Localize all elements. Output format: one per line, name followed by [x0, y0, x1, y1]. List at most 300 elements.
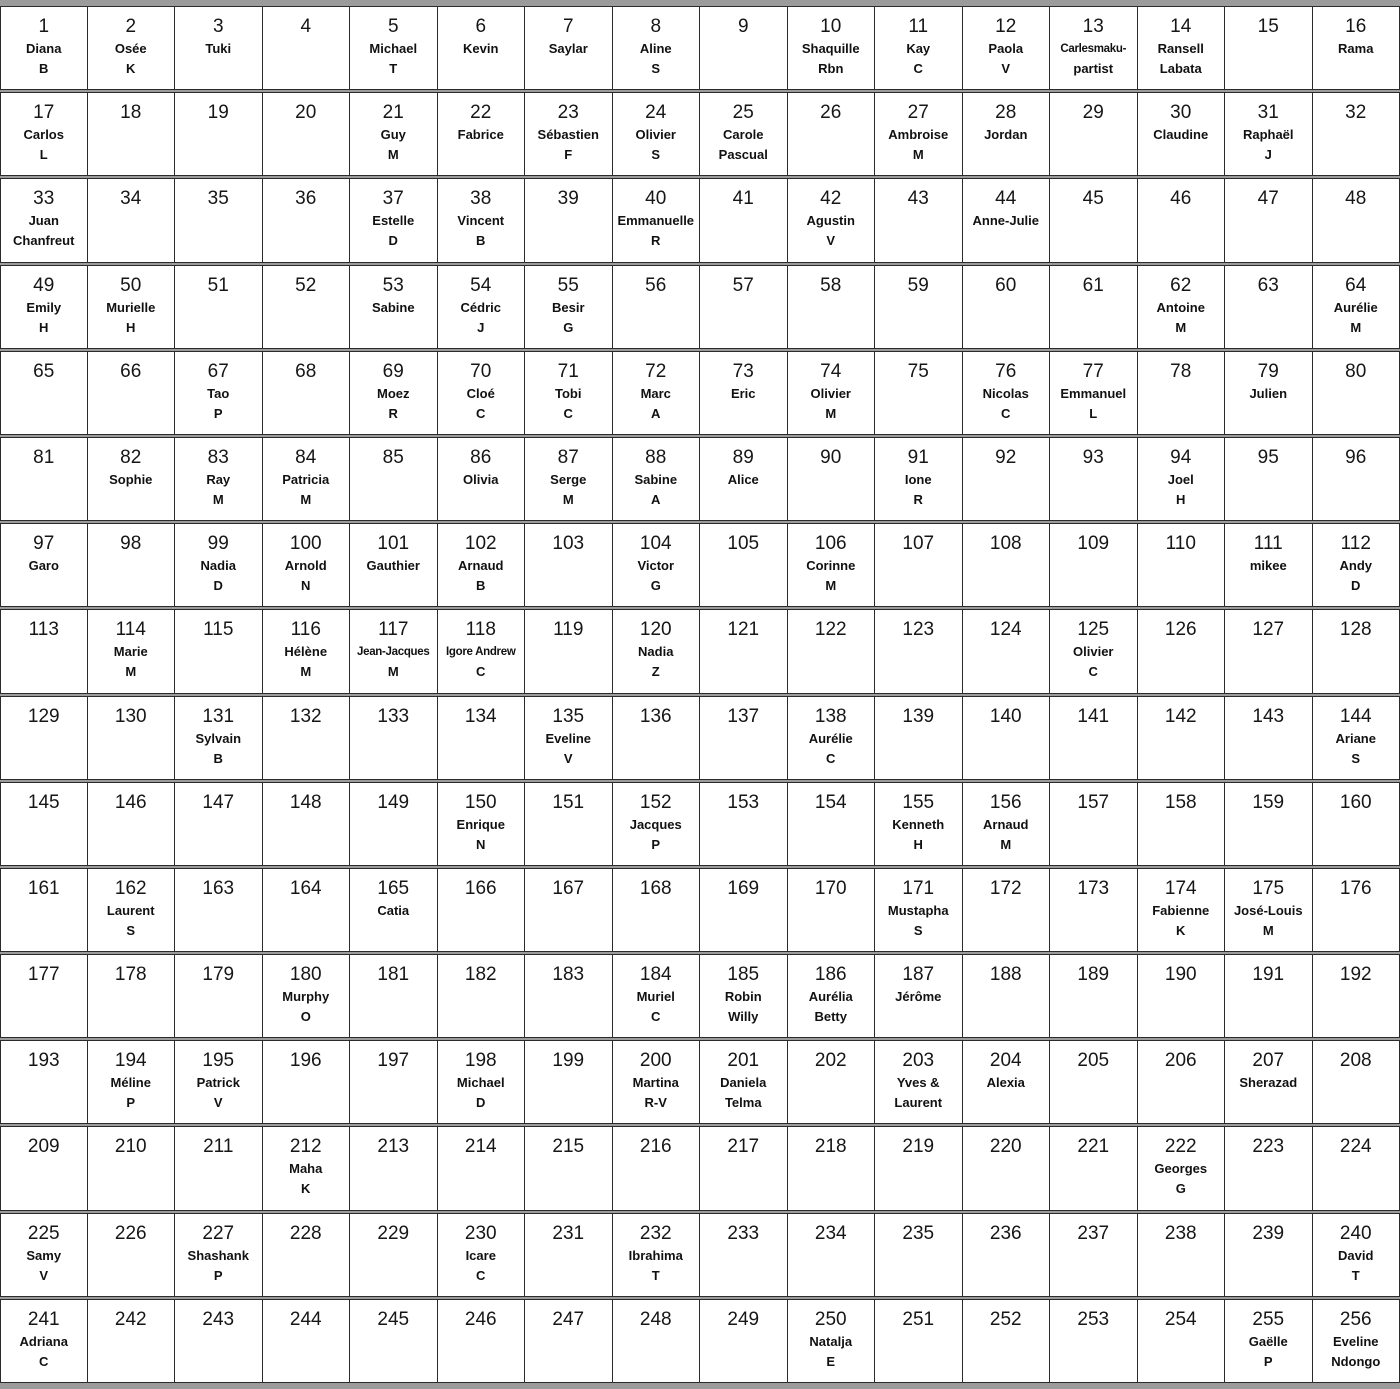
- grid-cell-94[interactable]: [1138, 438, 1226, 520]
- grid-cell-210[interactable]: [88, 1127, 176, 1209]
- cell-name-line: D: [476, 1095, 486, 1111]
- grid-cell-30[interactable]: [1138, 93, 1226, 175]
- grid-cell-229[interactable]: [350, 1214, 438, 1296]
- grid-cell-60[interactable]: [963, 266, 1051, 348]
- grid-cell-87[interactable]: [525, 438, 613, 520]
- grid-cell-157[interactable]: [1050, 783, 1138, 865]
- grid-cell-206[interactable]: [1138, 1041, 1226, 1123]
- grid-cell-145[interactable]: [0, 783, 88, 865]
- grid-cell-197[interactable]: [350, 1041, 438, 1123]
- grid-cell-195[interactable]: [175, 1041, 263, 1123]
- grid-cell-169[interactable]: [700, 869, 788, 951]
- cell-number: 31: [1257, 102, 1279, 124]
- grid-cell-236[interactable]: [963, 1214, 1051, 1296]
- grid-cell-203[interactable]: [875, 1041, 963, 1123]
- grid-cell-179[interactable]: [175, 955, 263, 1037]
- grid-cell-64[interactable]: [1313, 266, 1400, 348]
- cell-name-line: M: [300, 664, 312, 680]
- grid-cell-67[interactable]: [175, 352, 263, 434]
- grid-cell-175[interactable]: [1225, 869, 1313, 951]
- grid-cell-247[interactable]: [525, 1300, 613, 1382]
- grid-cell-73[interactable]: [700, 352, 788, 434]
- grid-cell-231[interactable]: [525, 1214, 613, 1296]
- grid-cell-143[interactable]: [1225, 697, 1313, 779]
- grid-cell-226[interactable]: [88, 1214, 176, 1296]
- grid-cell-208[interactable]: [1313, 1041, 1400, 1123]
- grid-cell-170[interactable]: [788, 869, 876, 951]
- grid-cell-17[interactable]: [0, 93, 88, 175]
- grid-cell-252[interactable]: [963, 1300, 1051, 1382]
- grid-cell-256[interactable]: [1313, 1300, 1400, 1382]
- grid-cell-139[interactable]: [875, 697, 963, 779]
- cell-number: 184: [639, 964, 672, 986]
- cell-name-line: Carlos: [23, 127, 64, 143]
- grid-cell-126[interactable]: [1138, 610, 1226, 692]
- grid-cell-171[interactable]: [875, 869, 963, 951]
- grid-cell-96[interactable]: [1313, 438, 1400, 520]
- grid-cell-205[interactable]: [1050, 1041, 1138, 1123]
- grid-cell-224[interactable]: [1313, 1127, 1400, 1209]
- grid-cell-122[interactable]: [788, 610, 876, 692]
- grid-cell-237[interactable]: [1050, 1214, 1138, 1296]
- grid-cell-20[interactable]: [263, 93, 351, 175]
- cell-name-line: G: [650, 578, 661, 594]
- grid-cell-214[interactable]: [438, 1127, 526, 1209]
- grid-cell-118[interactable]: [438, 610, 526, 692]
- cell-number: 149: [377, 791, 410, 813]
- grid-cell-204[interactable]: [963, 1041, 1051, 1123]
- grid-cell-74[interactable]: [788, 352, 876, 434]
- grid-cell-251[interactable]: [875, 1300, 963, 1382]
- grid-cell-185[interactable]: [700, 955, 788, 1037]
- grid-cell-125[interactable]: [1050, 610, 1138, 692]
- grid-cell-181[interactable]: [350, 955, 438, 1037]
- grid-cell-235[interactable]: [875, 1214, 963, 1296]
- grid-cell-186[interactable]: [788, 955, 876, 1037]
- grid-cell-62[interactable]: [1138, 266, 1226, 348]
- grid-cell-29[interactable]: [1050, 93, 1138, 175]
- grid-cell-83[interactable]: [175, 438, 263, 520]
- grid-cell-133[interactable]: [350, 697, 438, 779]
- grid-cell-82[interactable]: [88, 438, 176, 520]
- grid-cell-86[interactable]: [438, 438, 526, 520]
- grid-cell-97[interactable]: [0, 524, 88, 606]
- grid-cell-105[interactable]: [700, 524, 788, 606]
- grid-cell-42[interactable]: [788, 179, 876, 261]
- grid-cell-248[interactable]: [613, 1300, 701, 1382]
- grid-cell-19[interactable]: [175, 93, 263, 175]
- grid-cell-202[interactable]: [788, 1041, 876, 1123]
- grid-cell-198[interactable]: [438, 1041, 526, 1123]
- grid-cell-119[interactable]: [525, 610, 613, 692]
- grid-cell-240[interactable]: [1313, 1214, 1400, 1296]
- grid-cell-173[interactable]: [1050, 869, 1138, 951]
- grid-cell-16[interactable]: [1313, 7, 1400, 89]
- grid-cell-199[interactable]: [525, 1041, 613, 1123]
- grid-cell-131[interactable]: [175, 697, 263, 779]
- grid-cell-71[interactable]: [525, 352, 613, 434]
- grid-cell-80[interactable]: [1313, 352, 1400, 434]
- grid-cell-162[interactable]: [88, 869, 176, 951]
- grid-cell-14[interactable]: [1138, 7, 1226, 89]
- grid-cell-176[interactable]: [1313, 869, 1400, 951]
- grid-cell-121[interactable]: [700, 610, 788, 692]
- cell-number: 33: [33, 188, 55, 210]
- cell-number: 97: [33, 533, 55, 555]
- grid-cell-165[interactable]: [350, 869, 438, 951]
- grid-cell-178[interactable]: [88, 955, 176, 1037]
- grid-cell-28[interactable]: [963, 93, 1051, 175]
- grid-cell-53[interactable]: [350, 266, 438, 348]
- grid-cell-1[interactable]: [0, 7, 88, 89]
- grid-cell-63[interactable]: [1225, 266, 1313, 348]
- grid-cell-45[interactable]: [1050, 179, 1138, 261]
- grid-cell-6[interactable]: [438, 7, 526, 89]
- grid-cell-22[interactable]: [438, 93, 526, 175]
- grid-cell-68[interactable]: [263, 352, 351, 434]
- grid-cell-4[interactable]: [263, 7, 351, 89]
- cell-name-line: Olivia: [463, 471, 499, 487]
- grid-cell-52[interactable]: [263, 266, 351, 348]
- grid-cell-2[interactable]: [88, 7, 176, 89]
- grid-cell-155[interactable]: [875, 783, 963, 865]
- grid-cell-128[interactable]: [1313, 610, 1400, 692]
- grid-cell-15[interactable]: [1225, 7, 1313, 89]
- grid-cell-255[interactable]: [1225, 1300, 1313, 1382]
- grid-cell-38[interactable]: [438, 179, 526, 261]
- grid-cell-159[interactable]: [1225, 783, 1313, 865]
- grid-cell-244[interactable]: [263, 1300, 351, 1382]
- cell-number: 3: [212, 16, 224, 37]
- grid-cell-232[interactable]: [613, 1214, 701, 1296]
- grid-cell-40[interactable]: [613, 179, 701, 261]
- grid-cell-234[interactable]: [788, 1214, 876, 1296]
- grid-cell-104[interactable]: [613, 524, 701, 606]
- grid-cell-99[interactable]: [175, 524, 263, 606]
- grid-cell-147[interactable]: [175, 783, 263, 865]
- grid-cell-233[interactable]: [700, 1214, 788, 1296]
- grid-cell-10[interactable]: [788, 7, 876, 89]
- grid-cell-69[interactable]: [350, 352, 438, 434]
- grid-cell-90[interactable]: [788, 438, 876, 520]
- grid-cell-44[interactable]: [963, 179, 1051, 261]
- grid-cell-150[interactable]: [438, 783, 526, 865]
- grid-cell-32[interactable]: [1313, 93, 1400, 175]
- cell-number: 120: [639, 619, 672, 641]
- grid-cell-108[interactable]: [963, 524, 1051, 606]
- grid-cell-212[interactable]: [263, 1127, 351, 1209]
- grid-cell-23[interactable]: [525, 93, 613, 175]
- cell-number: 205: [1077, 1050, 1110, 1072]
- grid-cell-142[interactable]: [1138, 697, 1226, 779]
- grid-cell-21[interactable]: [350, 93, 438, 175]
- grid-cell-59[interactable]: [875, 266, 963, 348]
- cell-name-line: C: [913, 61, 923, 76]
- cell-name-line: Murielle: [106, 299, 156, 315]
- cell-number: 242: [114, 1308, 147, 1330]
- grid-cell-26[interactable]: [788, 93, 876, 175]
- grid-cell-31[interactable]: [1225, 93, 1313, 175]
- grid-cell-39[interactable]: [525, 179, 613, 261]
- grid-cell-75[interactable]: [875, 352, 963, 434]
- grid-cell-243[interactable]: [175, 1300, 263, 1382]
- grid-cell-184[interactable]: [613, 955, 701, 1037]
- cell-number: 7: [562, 16, 574, 37]
- grid-cell-78[interactable]: [1138, 352, 1226, 434]
- grid-cell-55[interactable]: [525, 266, 613, 348]
- grid-cell-140[interactable]: [963, 697, 1051, 779]
- grid-cell-102[interactable]: [438, 524, 526, 606]
- grid-cell-13[interactable]: [1050, 7, 1138, 89]
- grid-cell-127[interactable]: [1225, 610, 1313, 692]
- grid-cell-216[interactable]: [613, 1127, 701, 1209]
- grid-cell-201[interactable]: [700, 1041, 788, 1123]
- grid-cell-120[interactable]: [613, 610, 701, 692]
- grid-cell-76[interactable]: [963, 352, 1051, 434]
- grid-cell-239[interactable]: [1225, 1214, 1313, 1296]
- cell-number: 23: [557, 102, 579, 124]
- grid-cell-88[interactable]: [613, 438, 701, 520]
- grid-cell-135[interactable]: [525, 697, 613, 779]
- grid-cell-168[interactable]: [613, 869, 701, 951]
- grid-cell-254[interactable]: [1138, 1300, 1226, 1382]
- grid-cell-213[interactable]: [350, 1127, 438, 1209]
- grid-cell-114[interactable]: [88, 610, 176, 692]
- cell-number: 232: [639, 1222, 672, 1244]
- grid-cell-18[interactable]: [88, 93, 176, 175]
- grid-cell-200[interactable]: [613, 1041, 701, 1123]
- grid-cell-109[interactable]: [1050, 524, 1138, 606]
- grid-cell-223[interactable]: [1225, 1127, 1313, 1209]
- grid-cell-138[interactable]: [788, 697, 876, 779]
- grid-cell-9[interactable]: [700, 7, 788, 89]
- grid-cell-209[interactable]: [0, 1127, 88, 1209]
- cell-number: 54: [470, 274, 492, 296]
- grid-cell-124[interactable]: [963, 610, 1051, 692]
- grid-cell-47[interactable]: [1225, 179, 1313, 261]
- grid-cell-215[interactable]: [525, 1127, 613, 1209]
- grid-cell-93[interactable]: [1050, 438, 1138, 520]
- grid-cell-5[interactable]: [350, 7, 438, 89]
- grid-cell-56[interactable]: [613, 266, 701, 348]
- cell-number: 34: [120, 188, 142, 210]
- grid-cell-84[interactable]: [263, 438, 351, 520]
- cell-number: 236: [989, 1222, 1022, 1244]
- grid-cell-141[interactable]: [1050, 697, 1138, 779]
- grid-cell-191[interactable]: [1225, 955, 1313, 1037]
- grid-cell-160[interactable]: [1313, 783, 1400, 865]
- grid-cell-189[interactable]: [1050, 955, 1138, 1037]
- grid-cell-103[interactable]: [525, 524, 613, 606]
- cell-number: 145: [27, 791, 60, 813]
- grid-cell-164[interactable]: [263, 869, 351, 951]
- grid-cell-166[interactable]: [438, 869, 526, 951]
- grid-cell-211[interactable]: [175, 1127, 263, 1209]
- grid-cell-77[interactable]: [1050, 352, 1138, 434]
- grid-cell-7[interactable]: [525, 7, 613, 89]
- grid-cell-245[interactable]: [350, 1300, 438, 1382]
- grid-cell-227[interactable]: [175, 1214, 263, 1296]
- grid-cell-61[interactable]: [1050, 266, 1138, 348]
- grid-cell-117[interactable]: [350, 610, 438, 692]
- grid-cell-207[interactable]: [1225, 1041, 1313, 1123]
- grid-cell-115[interactable]: [175, 610, 263, 692]
- grid-cell-24[interactable]: [613, 93, 701, 175]
- grid-cell-58[interactable]: [788, 266, 876, 348]
- grid-cell-49[interactable]: [0, 266, 88, 348]
- grid-row: [0, 1213, 1400, 1297]
- grid-cell-3[interactable]: [175, 7, 263, 89]
- grid-cell-112[interactable]: [1313, 524, 1400, 606]
- grid-cell-182[interactable]: [438, 955, 526, 1037]
- grid-cell-154[interactable]: [788, 783, 876, 865]
- grid-cell-177[interactable]: [0, 955, 88, 1037]
- grid-cell-222[interactable]: [1138, 1127, 1226, 1209]
- grid-cell-95[interactable]: [1225, 438, 1313, 520]
- grid-cell-107[interactable]: [875, 524, 963, 606]
- grid-cell-167[interactable]: [525, 869, 613, 951]
- grid-cell-151[interactable]: [525, 783, 613, 865]
- cell-number: 234: [814, 1222, 847, 1244]
- grid-cell-250[interactable]: [788, 1300, 876, 1382]
- cell-name-line: Kay: [906, 41, 931, 56]
- grid-cell-66[interactable]: [88, 352, 176, 434]
- cell-number: 16: [1345, 16, 1367, 37]
- cell-name-line: Nicolas: [982, 385, 1029, 401]
- grid-cell-35[interactable]: [175, 179, 263, 261]
- grid-cell-57[interactable]: [700, 266, 788, 348]
- cell-number: 79: [1257, 360, 1279, 382]
- grid-cell-27[interactable]: [875, 93, 963, 175]
- grid-cell-217[interactable]: [700, 1127, 788, 1209]
- grid-cell-81[interactable]: [0, 438, 88, 520]
- grid-cell-220[interactable]: [963, 1127, 1051, 1209]
- cell-number: 231: [552, 1222, 585, 1244]
- grid-cell-192[interactable]: [1313, 955, 1400, 1037]
- grid-cell-174[interactable]: [1138, 869, 1226, 951]
- grid-cell-54[interactable]: [438, 266, 526, 348]
- grid-cell-146[interactable]: [88, 783, 176, 865]
- grid-cell-48[interactable]: [1313, 179, 1400, 261]
- cell-number: 256: [1339, 1308, 1372, 1330]
- grid-cell-161[interactable]: [0, 869, 88, 951]
- grid-cell-79[interactable]: [1225, 352, 1313, 434]
- grid-cell-12[interactable]: [963, 7, 1051, 89]
- grid-cell-50[interactable]: [88, 266, 176, 348]
- grid-cell-172[interactable]: [963, 869, 1051, 951]
- grid-cell-144[interactable]: [1313, 697, 1400, 779]
- grid-cell-101[interactable]: [350, 524, 438, 606]
- grid-cell-34[interactable]: [88, 179, 176, 261]
- grid-cell-249[interactable]: [700, 1300, 788, 1382]
- cell-number: 162: [114, 877, 147, 899]
- cell-number: 55: [557, 274, 579, 296]
- grid-cell-106[interactable]: [788, 524, 876, 606]
- grid-cell-111[interactable]: [1225, 524, 1313, 606]
- grid-cell-158[interactable]: [1138, 783, 1226, 865]
- cell-number: 221: [1077, 1136, 1110, 1158]
- grid-cell-188[interactable]: [963, 955, 1051, 1037]
- grid-cell-238[interactable]: [1138, 1214, 1226, 1296]
- grid-cell-37[interactable]: [350, 179, 438, 261]
- grid-cell-152[interactable]: [613, 783, 701, 865]
- grid-cell-100[interactable]: [263, 524, 351, 606]
- grid-cell-241[interactable]: [0, 1300, 88, 1382]
- grid-cell-85[interactable]: [350, 438, 438, 520]
- grid-cell-218[interactable]: [788, 1127, 876, 1209]
- grid-cell-110[interactable]: [1138, 524, 1226, 606]
- grid-cell-51[interactable]: [175, 266, 263, 348]
- grid-cell-65[interactable]: [0, 352, 88, 434]
- grid-cell-46[interactable]: [1138, 179, 1226, 261]
- grid-cell-123[interactable]: [875, 610, 963, 692]
- grid-cell-246[interactable]: [438, 1300, 526, 1382]
- grid-cell-92[interactable]: [963, 438, 1051, 520]
- grid-cell-193[interactable]: [0, 1041, 88, 1123]
- grid-cell-36[interactable]: [263, 179, 351, 261]
- grid-cell-194[interactable]: [88, 1041, 176, 1123]
- grid-cell-130[interactable]: [88, 697, 176, 779]
- grid-cell-41[interactable]: [700, 179, 788, 261]
- grid-cell-180[interactable]: [263, 955, 351, 1037]
- grid-cell-187[interactable]: [875, 955, 963, 1037]
- grid-cell-225[interactable]: [0, 1214, 88, 1296]
- grid-cell-149[interactable]: [350, 783, 438, 865]
- cell-name-line: Marc: [640, 385, 671, 401]
- grid-cell-129[interactable]: [0, 697, 88, 779]
- cell-name-line: Labata: [1159, 61, 1202, 76]
- grid-cell-89[interactable]: [700, 438, 788, 520]
- grid-cell-230[interactable]: [438, 1214, 526, 1296]
- grid-cell-219[interactable]: [875, 1127, 963, 1209]
- cell-name-line: S: [1351, 750, 1361, 766]
- grid-cell-134[interactable]: [438, 697, 526, 779]
- grid-cell-25[interactable]: [700, 93, 788, 175]
- grid-cell-137[interactable]: [700, 697, 788, 779]
- grid-cell-136[interactable]: [613, 697, 701, 779]
- cell-number: 229: [377, 1222, 410, 1244]
- grid-cell-228[interactable]: [263, 1214, 351, 1296]
- grid-cell-132[interactable]: [263, 697, 351, 779]
- grid-cell-98[interactable]: [88, 524, 176, 606]
- grid-cell-253[interactable]: [1050, 1300, 1138, 1382]
- cell-name-line: partist: [1073, 61, 1114, 76]
- grid-cell-43[interactable]: [875, 179, 963, 261]
- grid-cell-156[interactable]: [963, 783, 1051, 865]
- cell-number: 8: [650, 16, 662, 37]
- grid-cell-11[interactable]: [875, 7, 963, 89]
- cell-name-line: C: [1088, 664, 1098, 680]
- grid-cell-70[interactable]: [438, 352, 526, 434]
- cell-name-line: Ransell: [1157, 41, 1204, 56]
- grid-cell-242[interactable]: [88, 1300, 176, 1382]
- grid-cell-190[interactable]: [1138, 955, 1226, 1037]
- grid-cell-163[interactable]: [175, 869, 263, 951]
- grid-cell-196[interactable]: [263, 1041, 351, 1123]
- grid-cell-91[interactable]: [875, 438, 963, 520]
- cell-name-line: V: [563, 750, 573, 766]
- grid-cell-113[interactable]: [0, 610, 88, 692]
- grid-cell-72[interactable]: [613, 352, 701, 434]
- grid-cell-8[interactable]: [613, 7, 701, 89]
- grid-cell-33[interactable]: [0, 179, 88, 261]
- grid-cell-153[interactable]: [700, 783, 788, 865]
- cell-name-line: Patricia: [282, 471, 330, 487]
- grid-cell-148[interactable]: [263, 783, 351, 865]
- grid-cell-221[interactable]: [1050, 1127, 1138, 1209]
- grid-cell-183[interactable]: [525, 955, 613, 1037]
- grid-cell-116[interactable]: [263, 610, 351, 692]
